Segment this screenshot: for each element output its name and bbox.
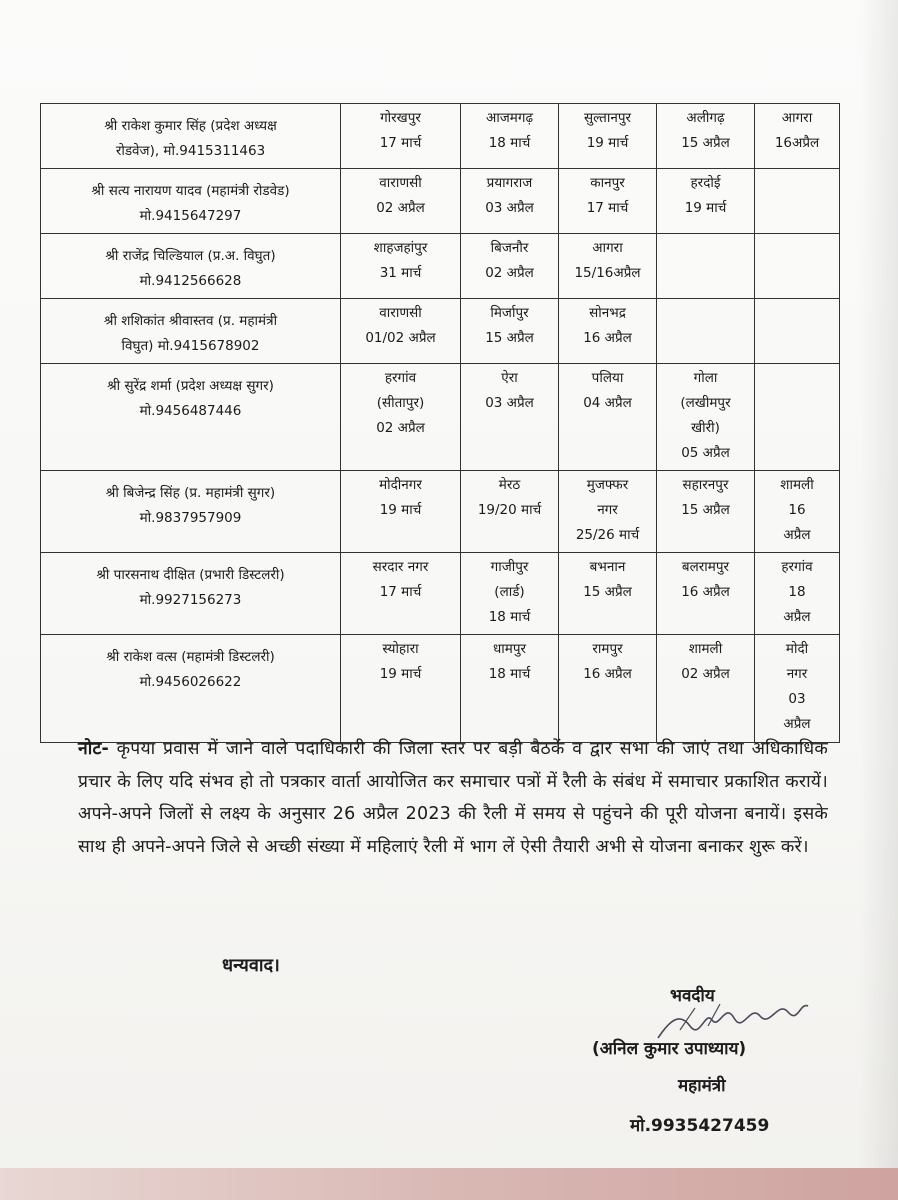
visit-line: 15 अप्रैल	[485, 330, 534, 346]
visit-line: मुजफ्फर	[586, 477, 629, 493]
visit-cell	[341, 234, 461, 299]
visit-cell	[755, 635, 840, 743]
visit-cell	[461, 234, 559, 299]
visit-line: गाजीपुर	[490, 559, 529, 575]
visit-cell	[657, 104, 755, 169]
visit-line: प्रयागराज	[486, 175, 533, 191]
visit-cell	[341, 104, 461, 169]
visit-line: 17 मार्च	[586, 200, 629, 216]
visit-line: 19 मार्च	[379, 502, 422, 518]
visit-cell	[461, 104, 559, 169]
visit-line: 19 मार्च	[684, 200, 727, 216]
note-label: नोट-	[78, 739, 109, 759]
visit-line: (लार्ड)	[494, 584, 525, 600]
visit-line: 19 मार्च	[379, 666, 422, 682]
officer-line: श्री राजेंद्र चिल्डियाल (प्र.अ. विघुत)	[105, 248, 276, 264]
visit-line: धामपुर	[492, 641, 527, 657]
officer-line: विघुत) मो.9415678902	[121, 338, 260, 354]
visit-line: 16 अप्रैल	[583, 666, 632, 682]
visit-cell	[755, 104, 840, 169]
visit-line: ऐरा	[501, 370, 518, 386]
officer-line: श्री बिजेन्द्र सिंह (प्र. महामंत्री सुगर)	[105, 485, 276, 501]
visit-line: 16अप्रैल	[774, 135, 820, 151]
visit-line: शामली	[780, 477, 814, 493]
schedule-row	[41, 635, 840, 743]
visit-line: गोला	[693, 370, 718, 386]
officer-cell	[41, 169, 341, 234]
designation: महामंत्री	[678, 1076, 726, 1096]
visit-line: 15 अप्रैल	[583, 584, 632, 600]
visit-line: गोरखपुर	[380, 110, 421, 126]
visit-line: अप्रैल	[783, 716, 811, 732]
officer-line: मो.9456487446	[139, 403, 242, 419]
officer-cell	[41, 471, 341, 553]
visit-line: सरदार नगर	[372, 559, 429, 575]
officer-line: रोडवेज), मो.9415311463	[115, 143, 266, 159]
visit-line: (सीतापुर)	[376, 395, 425, 411]
visit-line: अप्रैल	[783, 527, 811, 543]
visit-line: 15 अप्रैल	[681, 502, 730, 518]
visit-line: स्योहारा	[382, 641, 419, 657]
visit-line: रामपुर	[592, 641, 623, 657]
visit-cell	[559, 635, 657, 743]
background-surface	[0, 1168, 898, 1200]
visit-cell	[657, 364, 755, 471]
visit-cell	[559, 169, 657, 234]
visit-line: 15/16अप्रैल	[574, 265, 641, 281]
visit-cell	[755, 299, 840, 364]
visit-line: अप्रैल	[783, 609, 811, 625]
visit-line: 03 अप्रैल	[485, 200, 534, 216]
visit-cell	[559, 553, 657, 635]
visit-line: सोनभद्र	[589, 305, 626, 321]
visit-cell	[461, 635, 559, 743]
visit-line: खीरी)	[691, 420, 720, 436]
schedule-row	[41, 299, 840, 364]
visit-cell	[559, 364, 657, 471]
officer-line: मो.9456026622	[139, 674, 242, 690]
visit-line: मोदी	[785, 641, 809, 657]
closing-text: भवदीय	[670, 986, 715, 1006]
visit-cell	[341, 471, 461, 553]
visit-cell	[341, 553, 461, 635]
visit-line: 18	[788, 584, 806, 600]
visit-line: बलरामपुर	[681, 559, 730, 575]
visit-line: 01/02 अप्रैल	[365, 330, 436, 346]
visit-line: वाराणसी	[379, 175, 422, 191]
visit-line: (लखीमपुर	[680, 395, 731, 411]
note-text: कृपया प्रवास में जाने वाले पदाधिकारी की जिला स्तर पर बड़ी बैठकें व द्वार सभा की जाएं तथा अधिकाधिक प्रचार के लिए यदि संभव हो तो पत्रकार वार्ता आयोजित कर समाचार पत्रों में रैली के संबंध में समाचार प्रकाशित करायें। अपने-अपने जिलों से लक्ष्य के अनुसार 26 अप्रैल 2023 की रैली में समय से पहुंचने की पूरी योजना बनायें। इसके साथ ही अपने-अपने जिले से अच्छी संख्या में महिलाएं रैली में भाग लें ऐसी तैयारी अभी से योजना बनाकर शुरू करें।	[78, 739, 828, 857]
visit-line: 19/20 मार्च	[477, 502, 542, 518]
officer-line: श्री पारसनाथ दीक्षित (प्रभारी डिस्टलरी)	[96, 567, 285, 583]
visit-line: 31 मार्च	[379, 265, 422, 281]
visit-cell	[755, 234, 840, 299]
schedule-table	[40, 103, 840, 743]
visit-cell	[657, 471, 755, 553]
officer-cell	[41, 635, 341, 743]
visit-line: आगरा	[781, 110, 813, 126]
schedule-row	[41, 471, 840, 553]
officer-cell	[41, 364, 341, 471]
visit-line: अलीगढ़	[686, 110, 725, 126]
visit-cell	[755, 169, 840, 234]
visit-cell	[755, 471, 840, 553]
officer-cell	[41, 104, 341, 169]
visit-cell	[461, 169, 559, 234]
note-paragraph	[78, 733, 828, 863]
visit-cell	[657, 234, 755, 299]
visit-cell	[461, 471, 559, 553]
visit-line: हरगांव	[781, 559, 813, 575]
officer-cell	[41, 299, 341, 364]
visit-line: हरगांव	[384, 370, 417, 386]
visit-cell	[461, 364, 559, 471]
visit-cell	[341, 635, 461, 743]
visit-cell	[559, 471, 657, 553]
visit-cell	[461, 553, 559, 635]
schedule-row	[41, 364, 840, 471]
visit-line: बिजनौर	[490, 240, 529, 256]
visit-cell	[657, 299, 755, 364]
page-shadow	[858, 0, 898, 1200]
visit-cell	[559, 299, 657, 364]
schedule-row	[41, 104, 840, 169]
visit-cell	[341, 364, 461, 471]
visit-line: 02 अप्रैल	[376, 420, 425, 436]
visit-line: 03 अप्रैल	[485, 395, 534, 411]
visit-cell	[755, 364, 840, 471]
visit-line: 02 अप्रैल	[485, 265, 534, 281]
officer-line: श्री राकेश वत्स (महामंत्री डिस्टलरी)	[106, 649, 275, 665]
officer-cell	[41, 553, 341, 635]
visit-line: 25/26 मार्च	[575, 527, 640, 543]
visit-line: कानपुर	[590, 175, 625, 191]
visit-line: मेरठ	[498, 477, 521, 493]
officer-cell	[41, 234, 341, 299]
officer-line: श्री शशिकांत श्रीवास्तव (प्र. महामंत्री	[103, 313, 278, 329]
visit-line: वाराणसी	[379, 305, 422, 321]
visit-line: 02 अप्रैल	[681, 666, 730, 682]
visit-line: शाहजहांपुर	[373, 240, 428, 256]
visit-line: नगर	[597, 502, 618, 518]
visit-line: 15 अप्रैल	[681, 135, 730, 151]
visit-line: शामली	[688, 641, 723, 657]
visit-line: 16	[788, 502, 806, 518]
visit-line: आजमगढ़	[485, 110, 534, 126]
schedule-row	[41, 234, 840, 299]
officer-line: मो.9927156273	[139, 592, 242, 608]
visit-line: 18 मार्च	[488, 666, 531, 682]
officer-line: मो.9837957909	[139, 510, 242, 526]
thanks-text: धन्यवाद।	[222, 955, 280, 976]
mobile-number: मो.9935427459	[630, 1116, 770, 1136]
officer-line: श्री सुरेंद्र शर्मा (प्रदेश अध्यक्ष सुगर)	[107, 378, 274, 394]
visit-line: मिर्जापुर	[490, 305, 529, 321]
visit-line: 18 मार्च	[488, 135, 531, 151]
visit-line: मोदीनगर	[379, 477, 422, 493]
visit-cell	[341, 299, 461, 364]
visit-cell	[755, 553, 840, 635]
visit-cell	[559, 234, 657, 299]
visit-cell	[559, 104, 657, 169]
visit-line: हरदोई	[690, 175, 721, 191]
officer-line: श्री राकेश कुमार सिंह (प्रदेश अध्यक्ष	[104, 118, 277, 134]
visit-line: बभनान	[589, 559, 626, 575]
visit-cell	[341, 169, 461, 234]
visit-line: 02 अप्रैल	[376, 200, 425, 216]
officer-line: मो.9415647297	[139, 208, 242, 224]
visit-line: 18 मार्च	[488, 609, 531, 625]
visit-line: सहारनपुर	[682, 477, 729, 493]
officer-line: मो.9412566628	[139, 273, 242, 289]
visit-cell	[657, 635, 755, 743]
visit-line: नगर	[786, 666, 808, 682]
visit-cell	[461, 299, 559, 364]
visit-line: 17 मार्च	[379, 584, 422, 600]
visit-line: 16 अप्रैल	[681, 584, 730, 600]
visit-line: 16 अप्रैल	[583, 330, 632, 346]
signatory-name: (अनिल कुमार उपाध्याय)	[592, 1039, 747, 1059]
visit-line: सुल्तानपुर	[583, 110, 632, 126]
schedule-row	[41, 553, 840, 635]
visit-line: 04 अप्रैल	[583, 395, 632, 411]
visit-line: 19 मार्च	[586, 135, 629, 151]
schedule-row	[41, 169, 840, 234]
visit-cell	[657, 553, 755, 635]
visit-cell	[657, 169, 755, 234]
visit-line: 17 मार्च	[379, 135, 422, 151]
visit-line: आगरा	[592, 240, 623, 256]
visit-line: 05 अप्रैल	[681, 445, 730, 461]
officer-line: श्री सत्य नारायण यादव (महामंत्री रोडवेड)	[91, 183, 290, 199]
visit-line: पलिया	[591, 370, 624, 386]
visit-line: 03	[788, 691, 806, 707]
